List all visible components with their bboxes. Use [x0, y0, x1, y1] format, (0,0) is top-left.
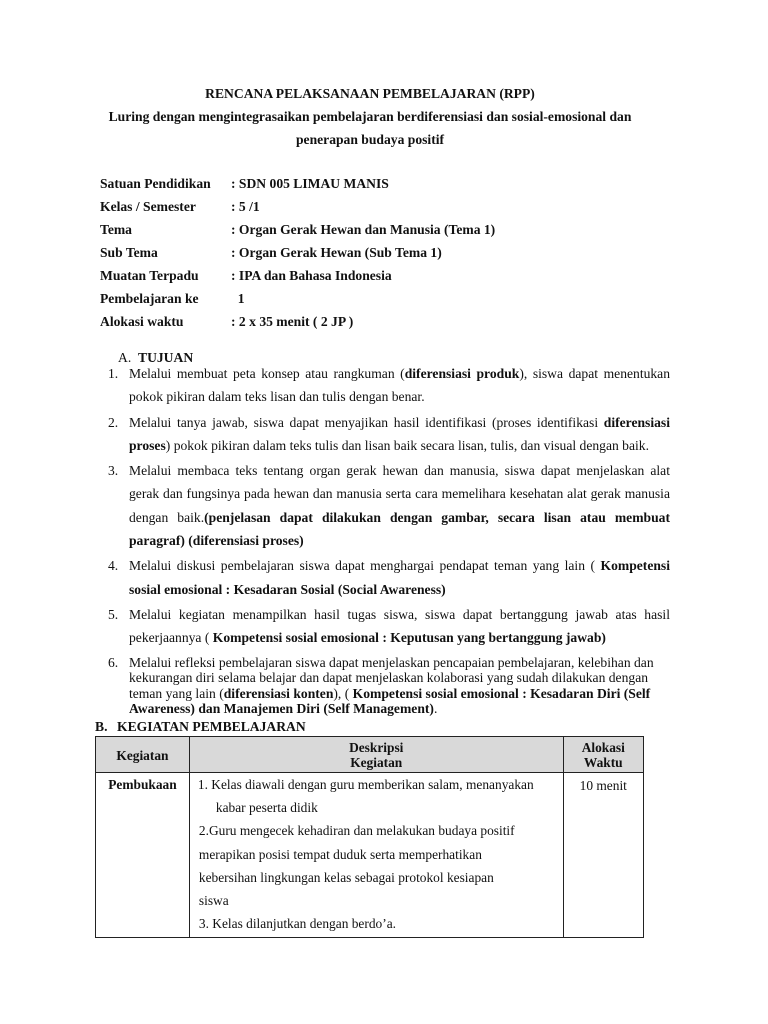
step-line: 1. Kelas diawali dengan guru memberikan salam, menanyakan: [197, 777, 534, 792]
table-row: [96, 773, 644, 938]
item-text: Melalui diskusi pembelajaran siswa dapat menghargai pendapat teman yang lain (: [129, 558, 601, 574]
objective-item: [108, 362, 670, 409]
document-subtitle-line-1: Luring dengan mengintegrasaikan pembelajaran berdiferensiasi dan sosial-emosional dan: [108, 109, 632, 124]
item-number: 4.: [108, 558, 119, 574]
header-deskripsi: [189, 737, 563, 773]
header-label: Waktu: [583, 755, 623, 770]
identity-label: Tema: [100, 221, 132, 237]
identity-value: : IPA dan Bahasa Indonesia: [231, 267, 392, 283]
section-title: KEGIATAN PEMBELAJARAN: [117, 719, 306, 734]
table-header-row: [96, 737, 644, 773]
step-line: merapikan posisi tempat duduk serta memperhatikan: [198, 846, 482, 862]
identity-row: [100, 287, 495, 310]
item-emphasis: Kompetensi sosial emosional : Kesadaran Sosial (Social Awareness): [129, 558, 670, 597]
header-kegiatan: [96, 737, 190, 773]
identity-row: [100, 218, 495, 241]
step-line: kabar peserta didik: [215, 800, 318, 816]
section-title: TUJUAN: [138, 350, 194, 365]
identity-label: Satuan Pendidikan: [100, 175, 211, 191]
identity-label: Sub Tema: [100, 244, 158, 260]
item-text: ), (: [333, 685, 353, 701]
item-text: ), siswa dapat menentukan pokok pikiran dalam teks lisan dan tulis dengan benar.: [129, 366, 671, 405]
item-emphasis: diferensiasi proses: [129, 414, 670, 453]
allocation-value: 10 menit: [579, 778, 627, 793]
document-title: RENCANA PELAKSANAAN PEMBELAJARAN (RPP): [205, 86, 535, 101]
objective-item: [108, 411, 670, 458]
steps-cell: [189, 773, 563, 938]
item-text: Melalui kegiatan menampilkan hasil tugas siswa, siswa dapat bertanggung jawab atas hasil pekerjaannya (: [129, 606, 670, 646]
header-label: Kegiatan: [350, 755, 403, 770]
item-text: Melalui membuat peta konsep atau rangkuman (: [129, 366, 405, 381]
identity-row: [100, 311, 495, 334]
header-label: Alokasi: [581, 740, 625, 755]
step-line: siswa: [198, 893, 229, 909]
identity-value: 1: [231, 291, 245, 307]
phase-label: Pembukaan: [108, 777, 177, 792]
identity-value: : 2 x 35 menit ( 2 JP ): [231, 314, 354, 330]
activities-table: [95, 736, 644, 938]
section-letter: B.: [95, 719, 108, 734]
item-text: Melalui tanya jawab, siswa dapat menyajikan hasil identifikasi (proses identifikasi: [129, 414, 604, 430]
identity-block: [100, 172, 495, 334]
identity-label: Kelas / Semester: [100, 198, 196, 214]
item-text: ) pokok pikiran dalam teks tulis dan lisan baik secara lisan, tulis, dan visual dengan baik.: [165, 437, 649, 453]
item-number: 6.: [108, 654, 119, 670]
item-emphasis: Kompetensi sosial emosional : Kesadaran Diri (Self Awareness) dan Manajemen Diri (Self Management): [129, 685, 651, 717]
identity-value: : SDN 005 LIMAU MANIS: [231, 175, 389, 191]
header-alokasi: [563, 737, 643, 773]
item-text: .: [433, 701, 438, 717]
item-number: 3.: [108, 463, 119, 479]
step-line: kebersihan lingkungan kelas sebagai protokol kesiapan: [198, 869, 494, 885]
identity-value: : Organ Gerak Hewan (Sub Tema 1): [231, 244, 442, 260]
header-label: Kegiatan: [116, 747, 169, 763]
objective-item: [108, 459, 670, 552]
identity-value: : 5 /1: [231, 198, 260, 214]
identity-row: [100, 172, 495, 195]
item-number: 1.: [108, 366, 119, 381]
section-b-heading: [95, 719, 306, 735]
item-emphasis: Kompetensi sosial emosional : Keputusan yang bertanggung jawab): [212, 630, 606, 646]
identity-row: [100, 264, 495, 287]
identity-label: Muatan Terpadu: [100, 267, 199, 283]
identity-row: [100, 195, 495, 218]
section-letter: A.: [118, 350, 132, 365]
objective-item: [108, 603, 670, 650]
identity-label: Alokasi waktu: [100, 314, 184, 330]
objectives-list: [108, 362, 670, 717]
identity-value: : Organ Gerak Hewan dan Manusia (Tema 1): [231, 221, 496, 237]
step-line: 2.Guru mengecek kehadiran dan melakukan budaya positif: [198, 823, 515, 839]
item-text: Melalui refleksi pembelajaran siswa dapat menjelaskan pencapaian pembelajaran, kelebihan dan kekurangan diri selama belajar dan dapat menjelaskan kolaborasi yang sudah dilakukan dengan teman yang lain (: [129, 654, 654, 701]
allocation-cell: [563, 773, 643, 938]
item-text: Melalui membaca teks tentang organ gerak hewan dan manusia, siswa dapat menjelaskan alat gerak dan fungsinya pada hewan dan manusia serta cara memelihara kesehatan alat gerak manusia dengan baik.: [129, 463, 670, 525]
item-number: 2.: [108, 414, 119, 430]
objective-item: [108, 655, 670, 717]
item-emphasis: diferensiasi konten: [223, 685, 334, 701]
identity-label: Pembelajaran ke: [100, 291, 199, 307]
item-emphasis: diferensiasi produk: [404, 366, 520, 381]
header-label: Deskripsi: [349, 740, 404, 755]
identity-row: [100, 241, 495, 264]
document-subtitle-line-2: penerapan budaya positif: [295, 132, 445, 147]
objective-item: [108, 554, 670, 601]
item-number: 5.: [108, 606, 119, 622]
item-emphasis: (penjelasan dapat dilakukan dengan gambar, secara lisan atau membuat paragraf) (diferensiasi proses): [129, 509, 670, 549]
step-line: 3. Kelas dilanjutkan dengan berdo’a.: [198, 916, 396, 932]
phase-cell: [96, 773, 190, 938]
